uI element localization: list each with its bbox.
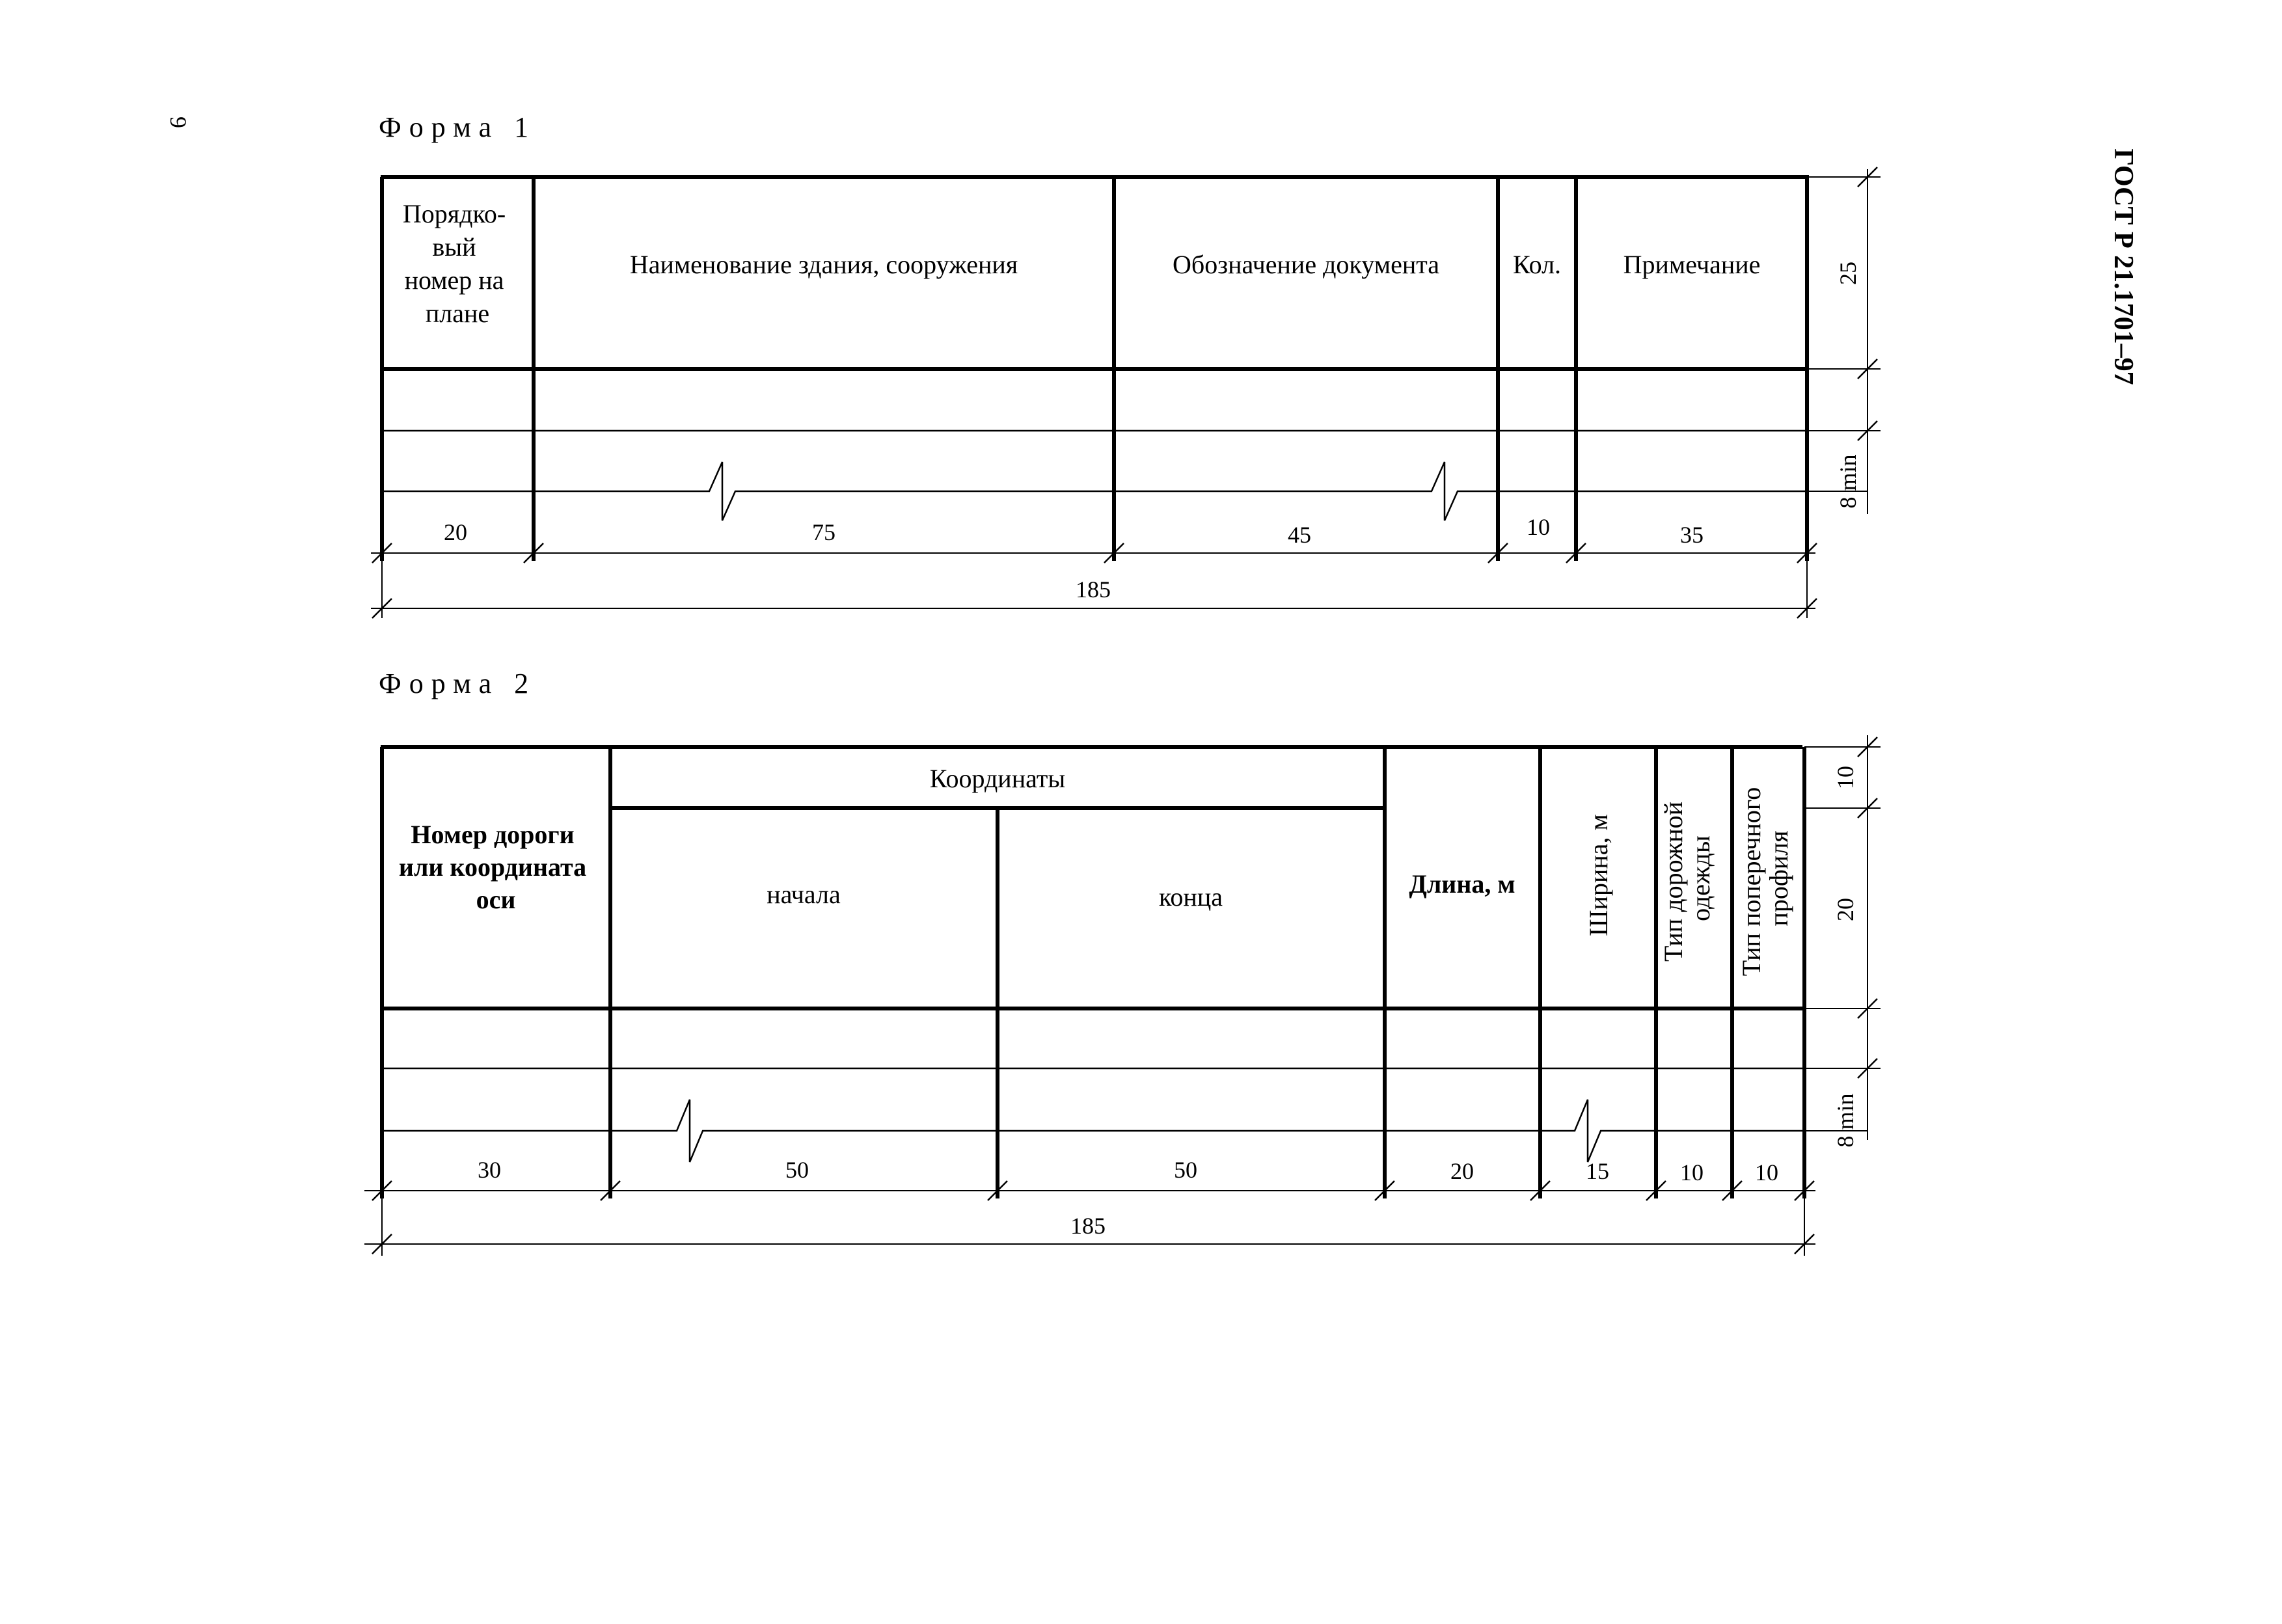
- form2-table-grid: [364, 735, 1881, 1256]
- f1-break-line: [381, 462, 1809, 521]
- f2-header-coordinates: Координаты: [929, 764, 1066, 793]
- f1-header-document: Обозначение документа: [1173, 250, 1439, 279]
- f2-header-length: Длина, м: [1409, 869, 1515, 899]
- f2-header-pavement-type: Тип дорожной одежды: [1659, 801, 1715, 962]
- f1-width-col-5: 35: [1680, 522, 1704, 548]
- f2-width-col-4: 20: [1450, 1158, 1474, 1184]
- standard-id: ГОСТ Р 21.1701–97: [2108, 148, 2138, 385]
- page-number: 9: [165, 116, 191, 128]
- f2-header-profile-type: Тип поперечного профиля: [1737, 787, 1793, 977]
- f2-height-row: 8 min: [1832, 1093, 1858, 1148]
- form2-title: Форма 2: [379, 668, 537, 699]
- f2-total-width: 185: [1070, 1213, 1106, 1239]
- f1-header-quantity: Кол.: [1512, 250, 1562, 279]
- f2-header-start: начала: [767, 880, 841, 909]
- f2-width-col-5: 15: [1586, 1158, 1609, 1184]
- form1: [371, 111, 1881, 618]
- f2-header-end: конца: [1159, 882, 1223, 912]
- form1-table-grid: [371, 167, 1881, 618]
- f2-break-line: [381, 1100, 1802, 1162]
- f2-height-top: 10: [1832, 766, 1858, 789]
- f2-width-col-1: 30: [478, 1157, 501, 1183]
- f2-width-col-2: 50: [785, 1157, 809, 1183]
- f1-header-note: Примечание: [1623, 250, 1761, 279]
- f2-width-col-7: 10: [1755, 1159, 1778, 1185]
- f1-width-col-1: 20: [444, 519, 467, 545]
- f2-header-width: Ширина, м: [1584, 814, 1613, 936]
- f1-height-header: 25: [1835, 262, 1861, 285]
- f1-header-name: Наименование здания, сооружения: [629, 250, 1018, 279]
- f1-width-col-4: 10: [1527, 514, 1550, 540]
- f1-width-col-3: 45: [1288, 522, 1311, 548]
- form2: [364, 668, 1881, 1256]
- f1-header-order-number: Порядко- вый номер на плане: [402, 199, 506, 328]
- form1-title: Форма 1: [379, 111, 537, 143]
- f2-height-header: 20: [1832, 898, 1858, 921]
- f1-height-row: 8 min: [1835, 454, 1861, 509]
- f2-width-col-3: 50: [1174, 1157, 1197, 1183]
- f2-width-col-6: 10: [1680, 1159, 1704, 1185]
- f2-header-road: Номер дороги или координата оси: [398, 820, 587, 914]
- f1-width-col-2: 75: [812, 519, 835, 545]
- f1-total-width: 185: [1076, 576, 1111, 602]
